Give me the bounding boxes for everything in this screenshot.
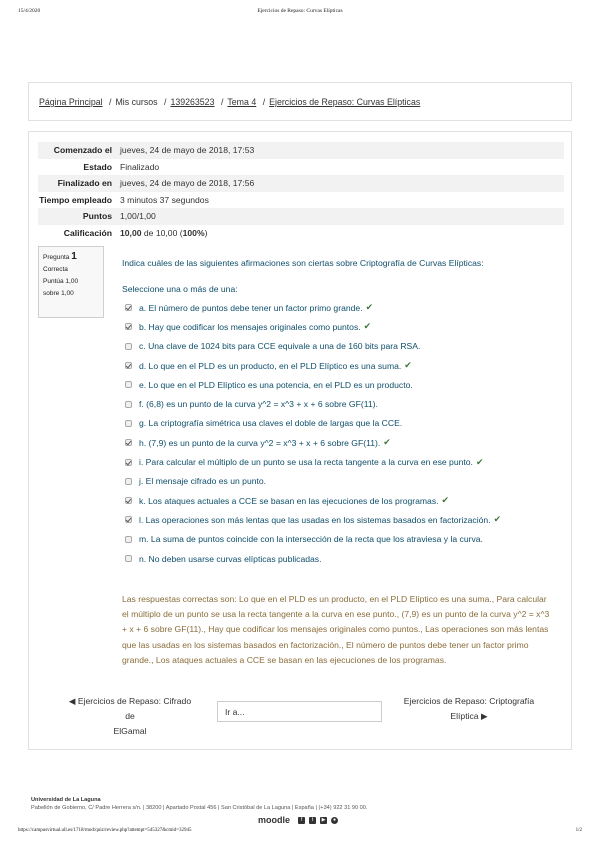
answer-option: [125, 337, 501, 356]
question-info-box: [38, 246, 104, 318]
answer-option: [125, 298, 501, 317]
answer-text: m. La suma de puntos coincide con la intersección de la recta que los atraviesa y la curva.: [139, 534, 483, 545]
print-date: 15/4/2020: [18, 8, 41, 14]
footer-address: Pabellón de Gobierno, C/ Padre Herrera s/n. | 38200 | Apartado Postal 456 | San Cristóbal de La Laguna | España | (+34) 922 31 90 00.: [31, 805, 368, 811]
answer-text: d. Lo que en el PLD es un producto, en el PLD Elíptico es una suma.: [139, 360, 402, 371]
breadcrumb-course[interactable]: 139263523: [170, 97, 215, 107]
correct-check-icon: ✔: [383, 437, 391, 448]
summary-value: 1,00/1,00: [120, 211, 156, 222]
answer-text: j. El mensaje cifrado es un punto.: [139, 476, 267, 487]
youtube-icon[interactable]: ▶: [321, 817, 326, 823]
right-arrow-icon: ▶: [480, 711, 488, 721]
grade-score: 10,00: [120, 227, 142, 238]
answer-option: [125, 414, 501, 433]
print-page-number: 1/2: [575, 828, 582, 833]
answer-text: b. Hay que codificar los mensajes originales como puntos.: [139, 321, 361, 332]
moodle-logo: moodle: [258, 815, 291, 825]
summary-label: Calificación: [63, 227, 112, 238]
grade-mid: de 10,00 (: [141, 227, 183, 238]
breadcrumb-quiz[interactable]: Ejercicios de Repaso: Curvas Elípticas: [269, 97, 421, 107]
answer-option: [125, 491, 501, 510]
summary-value: Finalizado: [120, 161, 160, 172]
answer-checkbox[interactable]: [125, 439, 132, 446]
breadcrumb-home[interactable]: Página Principal: [39, 97, 103, 107]
answer-text: l. Las operaciones son más lentas que las usadas en los sistemas basados en factorización.: [139, 514, 491, 525]
answer-text: a. El número de puntos debe tener un factor primo grande.: [139, 302, 363, 313]
summary-row-completed: [38, 175, 564, 192]
summary-value: jueves, 24 de mayo de 2018, 17:56: [120, 178, 255, 189]
summary-label: Finalizado en: [57, 178, 112, 189]
answer-text: f. (6,8) es un punto de la curva y^2 = x^3 + x + 6 sobre GF(11).: [139, 399, 378, 410]
answer-option: [125, 510, 501, 529]
correct-check-icon: ✔: [441, 495, 450, 506]
answer-prompt: Seleccione una o más de una:: [122, 284, 238, 294]
answer-option: [125, 433, 501, 452]
breadcrumb-separator: /: [163, 97, 167, 107]
answer-option: [125, 530, 501, 549]
print-url: https://campusvirtual.ull.es/1718/mod/quiz/review.php?attempt=545327&cmid=32945: [18, 828, 192, 833]
correct-check-icon: ✔: [363, 321, 372, 332]
answer-text: k. Los ataques actuales a CCE se basan en las ejecuciones de los programas.: [139, 495, 439, 506]
footer-logo-bar: [258, 815, 338, 825]
answer-checkbox[interactable]: [125, 555, 132, 562]
summary-row-started: [38, 142, 564, 159]
answer-list: [125, 298, 501, 568]
grade-percent: 100%: [182, 227, 205, 238]
answer-checkbox[interactable]: [125, 381, 132, 388]
summary-value: 3 minutos 37 segundos: [120, 194, 209, 205]
answer-option: [125, 472, 501, 491]
breadcrumb-separator: /: [109, 97, 112, 107]
site-footer: [31, 796, 367, 812]
answer-text: i. Para calcular el múltiplo de un punto se usa la recta tangente a la curva en ese punto.: [139, 457, 473, 468]
correct-check-icon: ✔: [404, 360, 412, 371]
answer-text: e. Lo que en el PLD Elíptico es una potencia, en el PLD es un producto.: [139, 379, 413, 390]
next-label-line1: Ejercicios de Repaso: Criptografía: [403, 696, 535, 706]
next-label-line2: Elíptica: [450, 711, 479, 721]
summary-row-grade: [38, 225, 564, 242]
summary-label: Puntos: [82, 211, 112, 222]
question-number: 1: [71, 251, 77, 262]
breadcrumb-separator: /: [220, 97, 224, 107]
question-points-line1: Puntúa 1,00: [43, 278, 79, 285]
prev-label-line2: ElGamal: [113, 726, 147, 736]
summary-label: Estado: [83, 161, 112, 172]
answer-text: c. Una clave de 1024 bits para CCE equivale a una de 160 bits para RSA.: [139, 341, 421, 352]
summary-value: jueves, 24 de mayo de 2018, 17:53: [120, 145, 255, 156]
answer-text: h. (7,9) es un punto de la curva y^2 = x^3 + x + 6 sobre GF(11).: [139, 437, 381, 448]
question-label: Pregunta: [43, 254, 70, 261]
answer-checkbox[interactable]: [125, 516, 132, 523]
answer-text: n. No deben usarse curvas elípticas publicadas.: [139, 553, 322, 564]
question-state: Correcta: [43, 266, 68, 273]
summary-row-time-taken: [38, 192, 564, 209]
jump-to-select[interactable]: Ir a...: [217, 701, 382, 722]
breadcrumb-separator: /: [262, 97, 266, 107]
answer-checkbox[interactable]: [125, 478, 132, 485]
prev-label-line1: Ejercicios de Repaso: Cifrado de: [77, 696, 192, 721]
answer-checkbox[interactable]: [125, 459, 132, 466]
attempt-summary-table: [38, 142, 564, 241]
answer-option: [125, 452, 501, 471]
answer-option: [125, 394, 501, 413]
correct-check-icon: ✔: [365, 302, 374, 313]
correct-check-icon: ✔: [475, 456, 484, 467]
question-points-line2: sobre 1,00: [43, 290, 74, 297]
print-footer: [18, 828, 582, 833]
breadcrumb-topic[interactable]: Tema 4: [227, 97, 257, 107]
grade-value: [120, 225, 564, 242]
answer-option: [125, 375, 501, 394]
answer-checkbox[interactable]: [125, 536, 132, 543]
answer-option: [125, 356, 501, 375]
answer-checkbox[interactable]: [125, 343, 132, 350]
summary-row-points: [38, 208, 564, 225]
summary-label: Comenzado el: [53, 145, 112, 156]
question-text: Indica cuáles de las siguientes afirmaciones son ciertas sobre Criptografía de Curvas Elípticas:: [122, 258, 484, 268]
grade-end: ): [204, 227, 208, 238]
left-arrow-icon: ◀: [68, 696, 76, 706]
breadcrumb: [39, 97, 420, 107]
answer-checkbox[interactable]: [125, 323, 132, 330]
correct-check-icon: ✔: [493, 514, 502, 525]
breadcrumb-container: [28, 82, 572, 121]
print-title: Ejercicios de Repaso: Curvas Elípticas: [257, 8, 343, 14]
facebook-icon[interactable]: f: [298, 817, 305, 824]
summary-row-state: [38, 159, 564, 176]
breadcrumb-my-courses: Mis cursos: [115, 97, 158, 107]
correct-answers-feedback: Las respuestas correctas son: Lo que en el PLD es un producto, en el PLD Elíptico es una suma., Para calcular el múltiplo de un punto se usa la recta tangente a la curva en ese punto., (7,9) es un punto de la curva y^2 = x^3 + x + 6 sobre GF(11)., Hay que codificar los mensajes originales como puntos., Las operaciones son más lentas que las usadas en los sistemas basados en factorización., El número de puntos debe tener un factor primo grande., Los ataques actuales a CCE se basan en las ejecuciones de los programas.: [122, 594, 550, 665]
footer-org: Universidad de La Laguna: [31, 797, 101, 803]
previous-activity-link[interactable]: [65, 694, 195, 739]
globe-icon[interactable]: ●: [333, 817, 337, 823]
next-activity-link[interactable]: [399, 694, 539, 724]
quiz-review-panel: [28, 131, 572, 750]
answer-checkbox[interactable]: [125, 304, 132, 311]
summary-label: Tiempo empleado: [39, 194, 112, 205]
answer-option: [125, 317, 501, 336]
answer-checkbox[interactable]: [125, 362, 132, 369]
answer-checkbox[interactable]: [125, 401, 132, 408]
twitter-icon[interactable]: t: [309, 817, 316, 824]
answer-text: g. La criptografía simétrica usa claves el doble de largas que la CCE.: [139, 418, 403, 429]
answer-checkbox[interactable]: [125, 420, 132, 427]
answer-option: [125, 549, 501, 568]
answer-checkbox[interactable]: [125, 497, 132, 504]
